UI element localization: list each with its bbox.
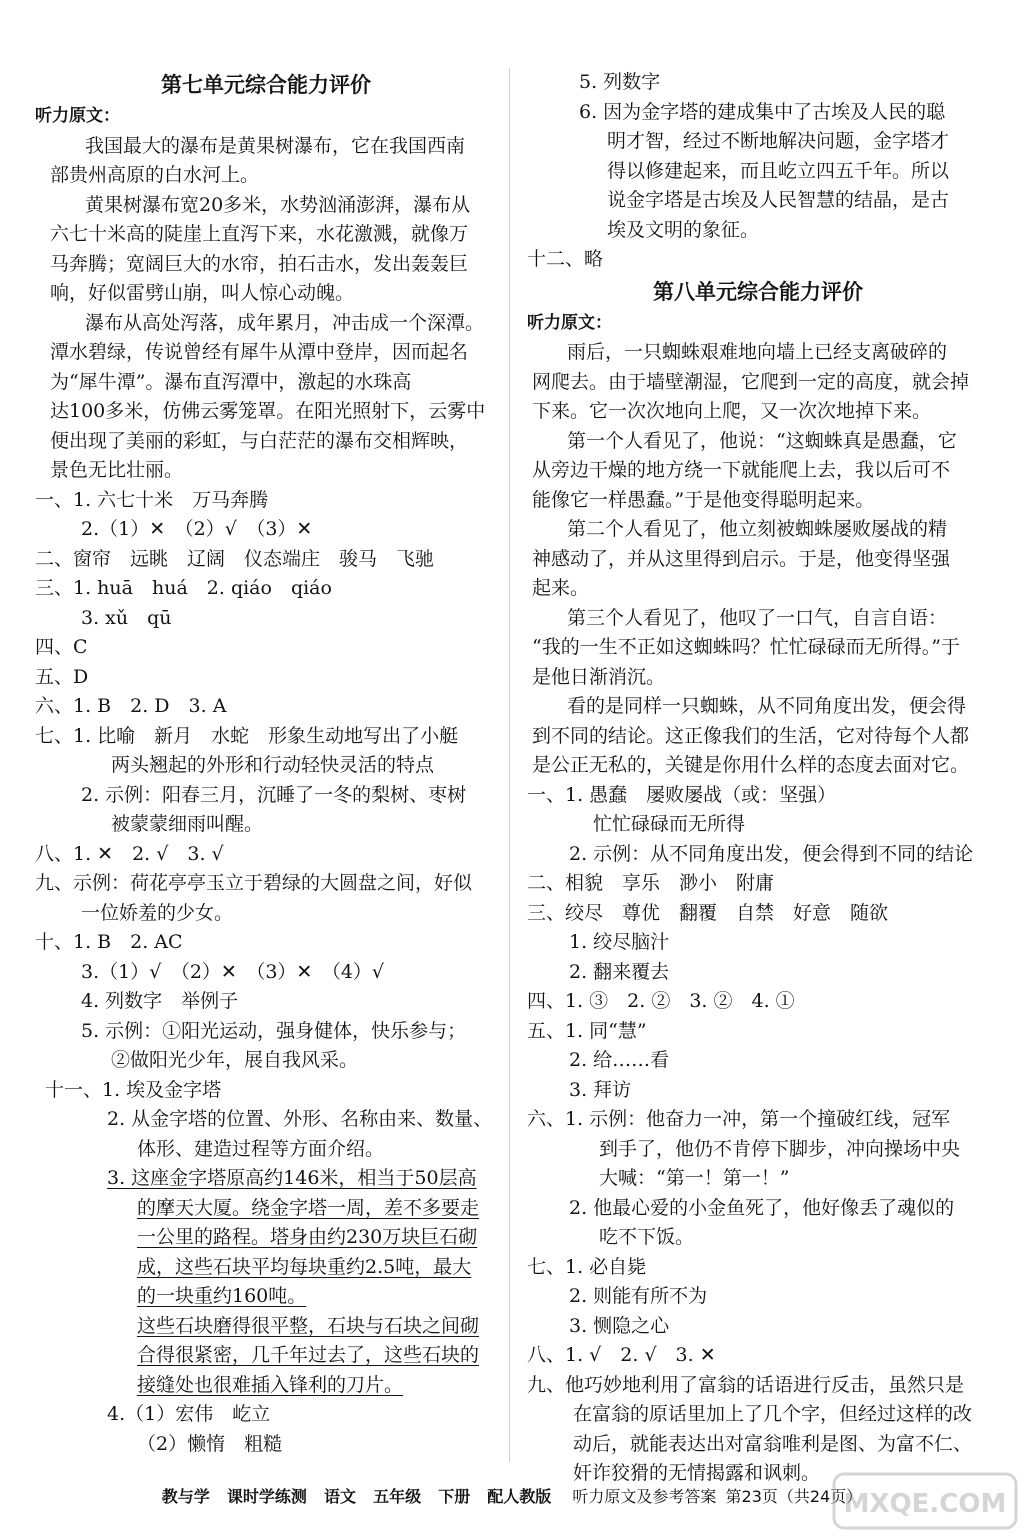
text-line xyxy=(35,515,497,545)
line-text: 瀑布从高处泻落，成年累月，冲击成一个深潭。 xyxy=(85,311,485,334)
text-line xyxy=(35,722,497,752)
line-text: 六、1. 示例：他奋力一冲，第一个撞破红线，冠军 xyxy=(527,1108,951,1130)
svg-text:MXQE.COM: MXQE.COM xyxy=(843,1489,1007,1519)
text-line xyxy=(35,368,497,398)
text-line xyxy=(35,604,497,634)
text-line xyxy=(527,68,989,98)
line-text: 九、示例：荷花亭亭玉立于碧绿的大圆盘之间，好似 xyxy=(35,872,473,894)
line-text: 雨后，一只蜘蛛艰难地向墙上已经支离破碎的 xyxy=(567,341,948,363)
line-text: 被蒙蒙细雨叫醒。 xyxy=(111,813,264,835)
line-text: 第七单元综合能力评价 xyxy=(161,73,371,97)
text-line xyxy=(527,1164,989,1194)
line-text: 吃不下饭。 xyxy=(599,1226,695,1248)
text-line xyxy=(527,574,989,604)
line-text: 下来。它一次次地向上爬，又一次次地掉下来。 xyxy=(532,400,932,422)
line-text: 在富翁的原话里加上了几个字，但经过这样的改 xyxy=(573,1403,973,1425)
line-text: 2. 翻来覆去 xyxy=(569,960,670,983)
footer-volume: 下册 xyxy=(438,1487,471,1506)
text-line xyxy=(35,1282,497,1312)
line-text: 神感动了，并从这里得到启示。于是，他变得坚强 xyxy=(532,547,951,570)
line-text: 大喊：“第一！第一！” xyxy=(599,1167,790,1189)
line-text: 听力原文： xyxy=(35,106,120,126)
line-text: 3. xǔ qū xyxy=(81,606,172,629)
text-line xyxy=(527,722,989,752)
column-divider xyxy=(509,68,510,1462)
line-text: 这些石块磨得很平整，石块与石块之间砌 xyxy=(137,1314,480,1337)
text-line xyxy=(35,574,497,604)
text-line xyxy=(35,663,497,693)
text-line xyxy=(527,1341,989,1371)
text-line xyxy=(527,1430,989,1460)
text-line xyxy=(527,486,989,516)
text-line xyxy=(527,633,989,663)
text-line xyxy=(527,456,989,486)
line-text: 黄果树瀑布宽20多米，水势汹涌澎湃，瀑布从 xyxy=(85,193,471,216)
line-text: 两头翘起的外形和行动轻快灵活的特点 xyxy=(111,754,435,776)
text-line xyxy=(35,751,497,781)
text-line xyxy=(527,1105,989,1135)
text-line xyxy=(527,397,989,427)
text-line xyxy=(35,456,497,486)
line-text: 潭水碧绿，传说曾经有犀牛从潭中登岸，因而起名 xyxy=(50,341,469,363)
line-text: 能像它一样愚蠢。”于是他变得聪明起来。 xyxy=(532,488,875,511)
watermark-logo xyxy=(830,1470,1020,1532)
text-line xyxy=(527,1194,989,1224)
line-text: 三、绞尽 尊优 翻覆 自禁 好意 随欲 xyxy=(527,901,889,924)
line-text: 网爬去。由于墙壁潮湿，它爬到一定的高度，就会掉 xyxy=(532,370,970,393)
text-line xyxy=(527,427,989,457)
text-line xyxy=(35,1371,497,1401)
text-line xyxy=(35,309,497,339)
text-line xyxy=(35,692,497,722)
line-text: 一公里的路程。塔身由约230万块巨石砌 xyxy=(137,1226,478,1248)
text-line xyxy=(35,1105,497,1135)
line-text: 六、1. B 2. D 3. A xyxy=(35,695,227,717)
text-line xyxy=(35,220,497,250)
text-line xyxy=(35,545,497,575)
text-line xyxy=(527,245,989,275)
text-line xyxy=(35,810,497,840)
footer-publisher: 教与学 xyxy=(161,1487,210,1506)
line-text: 六七十米高的陡崖上直泻下来，水花激溅，就像万 xyxy=(50,223,469,245)
line-text: 为“犀牛潭”。瀑布直泻潭中，激起的水珠高 xyxy=(50,370,412,393)
line-text: 五、1. 同“慧” xyxy=(527,1019,647,1042)
text-line xyxy=(527,1371,989,1401)
text-line xyxy=(35,928,497,958)
line-text: 的一块重约160吨。 xyxy=(137,1285,307,1307)
line-text: 七、1. 比喻 新月 水蛇 形象生动地写出了小艇 xyxy=(35,724,459,747)
text-line xyxy=(35,397,497,427)
text-line xyxy=(35,1017,497,1047)
text-line xyxy=(527,1223,989,1253)
text-line xyxy=(527,545,989,575)
line-text: 二、窗帘 远眺 辽阔 仪态端庄 骏马 飞驰 xyxy=(35,547,435,570)
footer-section: 听力原文及参考答案 xyxy=(572,1487,717,1506)
line-text: 我国最大的瀑布是黄果树瀑布，它在我国西南 xyxy=(85,134,466,157)
text-line xyxy=(527,692,989,722)
text-line xyxy=(35,1400,497,1430)
text-line xyxy=(527,1400,989,1430)
section-title xyxy=(527,275,989,309)
line-text: 5. 列数字 xyxy=(579,71,661,93)
line-text: 忙忙碌碌而无所得 xyxy=(593,813,746,835)
footer-edition: 配人教版 xyxy=(487,1487,552,1506)
line-text: 九、他巧妙地利用了富翁的话语进行反击，虽然只是 xyxy=(527,1373,965,1396)
text-line xyxy=(35,191,497,221)
text-line xyxy=(35,1164,497,1194)
text-line xyxy=(35,987,497,1017)
line-text: 响，好似雷劈山崩，叫人惊心动魄。 xyxy=(50,282,355,304)
line-text: 1. 绞尽脑汁 xyxy=(569,931,670,953)
line-text: 四、C xyxy=(35,636,88,658)
text-line xyxy=(35,1341,497,1371)
line-text: 3. 这座金字塔原高约146米，相当于50层高 xyxy=(107,1167,477,1189)
line-text: 第三个人看见了，他叹了一口气，自言自语： xyxy=(567,606,948,629)
text-line xyxy=(35,161,497,191)
line-text: 合得很紧密，几千年过去了，这些石块的 xyxy=(137,1344,480,1366)
line-text: 动后，就能表达出对富翁唯利是图、为富不仁、 xyxy=(573,1432,973,1455)
text-line xyxy=(527,663,989,693)
line-text: 一、1. 六七十米 万马奔腾 xyxy=(35,488,269,511)
section-label xyxy=(527,309,989,339)
text-line xyxy=(527,338,989,368)
footer-page-number: 第23页（共24页） xyxy=(725,1487,863,1506)
text-line xyxy=(527,751,989,781)
line-text: 十、1. B 2. AC xyxy=(35,931,183,953)
section-label xyxy=(35,102,497,132)
text-line xyxy=(35,132,497,162)
text-line xyxy=(527,1253,989,1283)
line-text: 七、1. 必自毙 xyxy=(527,1255,647,1278)
line-text: 看的是同样一只蜘蛛，从不同角度出发，便会得 xyxy=(567,695,967,717)
text-line xyxy=(35,633,497,663)
text-line xyxy=(35,1135,497,1165)
line-text: 4. 列数字 举例子 xyxy=(81,990,239,1012)
line-text: 5. 示例：①阳光运动，强身健体，快乐参与； xyxy=(81,1019,467,1042)
line-text: 体形、建造过程等方面介绍。 xyxy=(137,1137,385,1160)
line-text: 4.（1）宏伟 屹立 xyxy=(107,1403,271,1425)
line-text: 奸诈狡猾的无情揭露和讽刺。 xyxy=(573,1462,821,1484)
line-text: 到手了，他仍不肯停下脚步，冲向操场中央 xyxy=(599,1137,961,1160)
text-line xyxy=(527,899,989,929)
line-text: 达100多米，仿佛云雾笼罩。在阳光照射下，云雾中 xyxy=(50,400,486,422)
line-text: 一位娇羞的少女。 xyxy=(81,901,234,924)
line-text: 说金字塔是古埃及人民智慧的结晶，是古 xyxy=(607,189,950,211)
line-text: 明才智，经过不断地解决问题，金字塔才 xyxy=(607,130,950,152)
line-text: 6. 因为金字塔的建成集中了古埃及人民的聪 xyxy=(579,100,946,123)
text-line xyxy=(527,1017,989,1047)
text-line xyxy=(527,127,989,157)
line-text: （2）懒惰 粗糙 xyxy=(137,1432,283,1455)
text-line xyxy=(35,1312,497,1342)
section-title xyxy=(35,68,497,102)
text-line xyxy=(527,869,989,899)
text-line xyxy=(527,928,989,958)
line-text: 三、1. huā huá 2. qiáo qiáo xyxy=(35,577,332,599)
text-line xyxy=(527,781,989,811)
text-line xyxy=(35,840,497,870)
line-text: 八、1. ✕ 2. √ 3. √ xyxy=(35,842,224,865)
line-text: 部贵州高原的白水河上。 xyxy=(50,164,260,186)
line-text: 第八单元综合能力评价 xyxy=(653,279,863,304)
text-line xyxy=(527,958,989,988)
line-text: 二、相貌 享乐 渺小 附庸 xyxy=(527,872,775,894)
line-text: 3. 恻隐之心 xyxy=(569,1314,670,1337)
line-text: “我的一生不正如这蜘蛛吗？忙忙碌碌而无所得。”于 xyxy=(532,636,960,658)
line-text: 成，这些石块平均每块重约2.5吨，最大 xyxy=(137,1255,472,1278)
line-text: 2. 他最心爱的小金鱼死了，他好像丢了魂似的 xyxy=(569,1196,955,1219)
line-text: 四、1. ③ 2. ② 3. ② 4. ① xyxy=(527,990,795,1012)
text-line xyxy=(527,1135,989,1165)
line-text: 五、D xyxy=(35,665,89,688)
line-text: 2. 给……看 xyxy=(569,1049,670,1071)
footer-series: 课时学练测 xyxy=(226,1487,307,1506)
left-column xyxy=(35,68,497,1459)
line-text: 埃及文明的象征。 xyxy=(607,218,760,241)
text-line xyxy=(35,958,497,988)
text-line xyxy=(35,1223,497,1253)
text-line xyxy=(35,1253,497,1283)
line-text: 便出现了美丽的彩虹，与白茫茫的瀑布交相辉映， xyxy=(50,429,469,452)
text-line xyxy=(35,486,497,516)
text-line xyxy=(35,427,497,457)
line-text: 2. 从金字塔的位置、外形、名称由来、数量、 xyxy=(107,1108,493,1130)
text-line xyxy=(527,1282,989,1312)
line-text: 3.（1）√ （2）✕ （3）✕ （4）√ xyxy=(81,960,385,983)
text-line xyxy=(527,368,989,398)
line-text: 2. 示例：从不同角度出发，便会得到不同的结论 xyxy=(569,842,974,865)
line-text: 接缝处也很难插入锋利的刀片。 xyxy=(137,1373,404,1396)
line-text: 2. 则能有所不为 xyxy=(569,1285,708,1307)
text-line xyxy=(527,987,989,1017)
text-line xyxy=(35,1430,497,1460)
line-text: 2.（1）✕ （2）√ （3）✕ xyxy=(81,518,313,540)
text-line xyxy=(527,1312,989,1342)
text-line xyxy=(35,869,497,899)
line-text: 八、1. √ 2. √ 3. ✕ xyxy=(527,1344,716,1366)
text-line xyxy=(35,781,497,811)
text-line xyxy=(527,604,989,634)
line-text: 的摩天大厦。绕金字塔一周，差不多要走 xyxy=(137,1196,480,1219)
line-text: 2. 示例：阳春三月，沉睡了一冬的梨树、枣树 xyxy=(81,783,467,806)
text-line xyxy=(527,515,989,545)
text-line xyxy=(527,840,989,870)
text-line xyxy=(527,216,989,246)
text-line xyxy=(527,186,989,216)
line-text: 第二个人看见了，他立刻被蜘蛛屡败屡战的精 xyxy=(567,518,948,540)
line-text: 听力原文： xyxy=(527,312,612,333)
text-line xyxy=(527,1046,989,1076)
footer-grade: 五年级 xyxy=(373,1487,422,1506)
line-text: 得以修建起来，而且屹立四五千年。所以 xyxy=(607,159,950,182)
text-line xyxy=(35,899,497,929)
line-text: 是公正无私的，关键是你用什么样的态度去面对它。 xyxy=(532,754,970,776)
text-line xyxy=(35,338,497,368)
text-line xyxy=(35,250,497,280)
text-line xyxy=(527,1076,989,1106)
line-text: 马奔腾；宽阔巨大的水帘，拍石击水，发出轰轰巨 xyxy=(50,252,469,275)
line-text: 3. 拜访 xyxy=(569,1078,632,1101)
line-text: 从旁边干燥的地方绕一下就能爬上去，我以后可不 xyxy=(532,459,951,481)
text-line xyxy=(35,279,497,309)
text-line xyxy=(35,1046,497,1076)
text-line xyxy=(527,157,989,187)
line-text: 十一、1. 埃及金字塔 xyxy=(45,1078,222,1101)
line-text: ②做阳光少年，展自我风采。 xyxy=(111,1049,359,1071)
footer-subject: 语文 xyxy=(323,1487,356,1506)
line-text: 十二、略 xyxy=(527,248,604,270)
line-text: 到不同的结论。这正像我们的生活，它对待每个人都 xyxy=(532,724,970,747)
text-line xyxy=(35,1194,497,1224)
line-text: 是他日渐消沉。 xyxy=(532,665,666,688)
text-line xyxy=(527,810,989,840)
text-line xyxy=(35,1076,497,1106)
line-text: 景色无比壮丽。 xyxy=(50,459,184,481)
right-column xyxy=(527,68,989,1489)
line-text: 第一个人看见了，他说：“这蜘蛛真是愚蠢，它 xyxy=(567,429,957,452)
text-line xyxy=(527,98,989,128)
line-text: 一、1. 愚蠢 屡败屡战（或：坚强） xyxy=(527,783,837,806)
line-text: 起来。 xyxy=(532,577,590,599)
